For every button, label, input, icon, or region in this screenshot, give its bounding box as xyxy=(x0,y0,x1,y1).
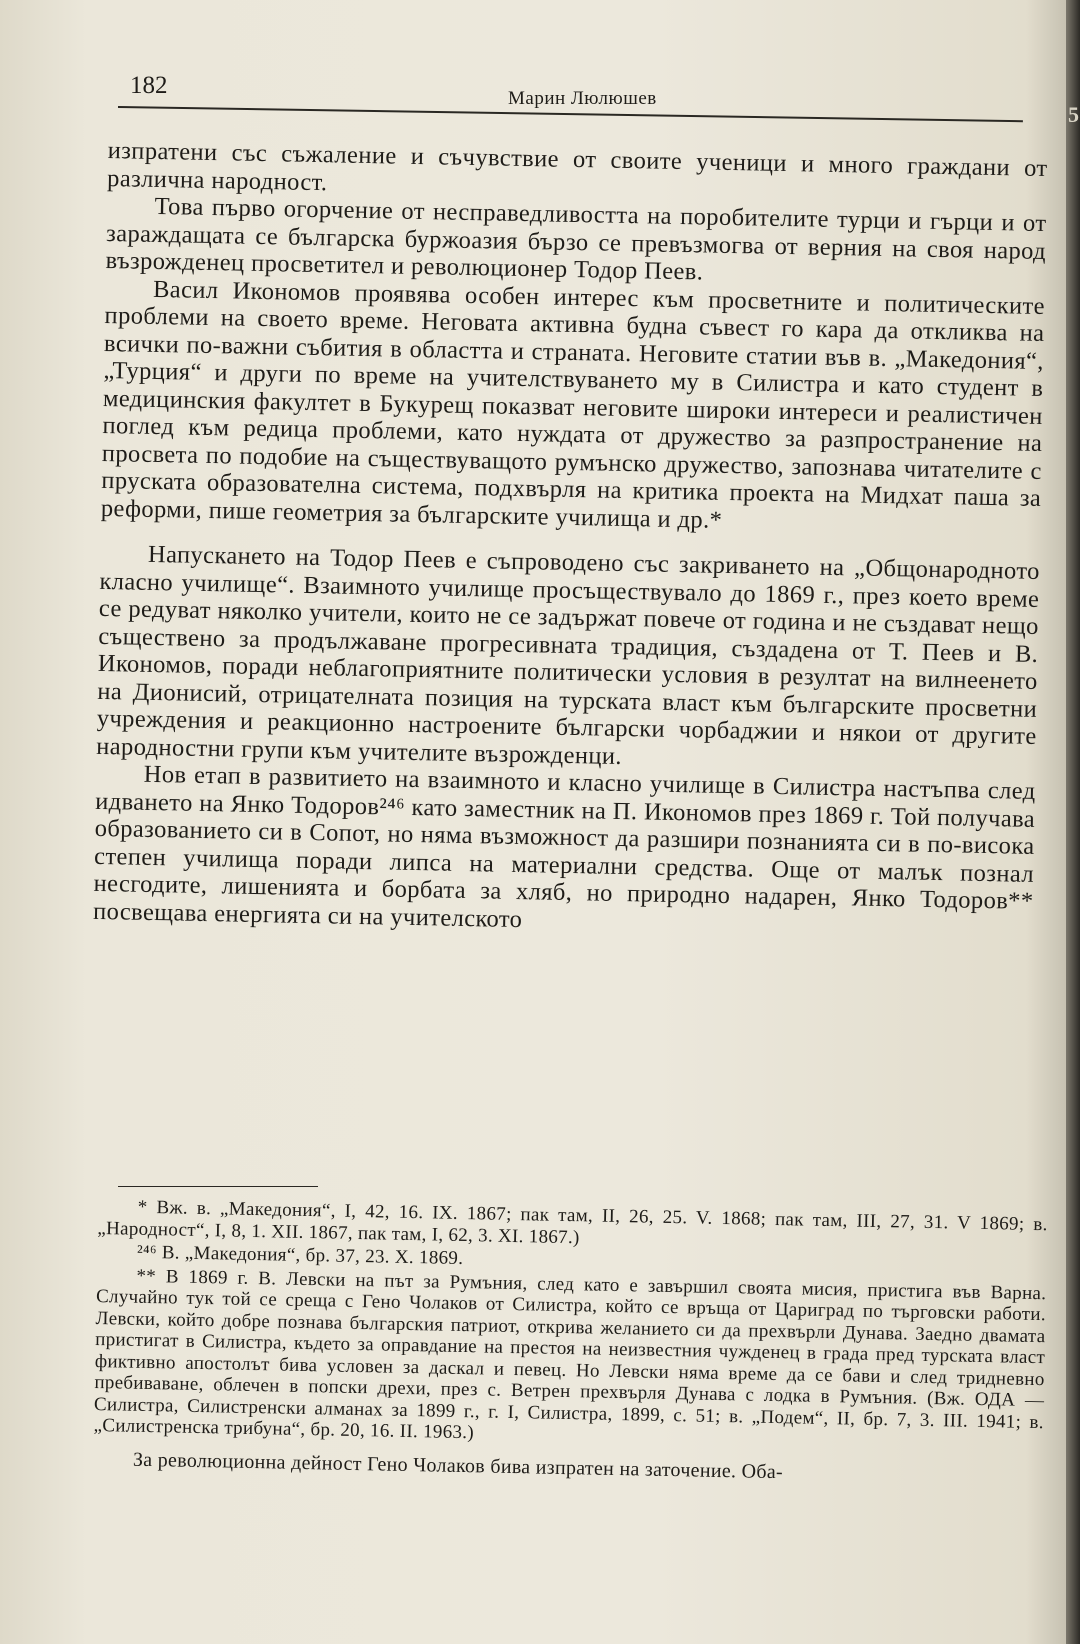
page-number: 182 xyxy=(130,72,168,99)
edge-mark: 5 xyxy=(1068,102,1079,127)
footnote-continuation: За революционна дейност Гено Чолаков бива изпратен на заточение. Оба- xyxy=(132,1448,784,1483)
main-text xyxy=(93,137,1048,943)
footnotes xyxy=(93,1196,1048,1488)
footnote: ²⁴⁶ В. „Македония“, бр. 37, 23. X. 1869. xyxy=(136,1241,464,1270)
paragraph: Васил Икономов проявява особен интерес към просветните и политическите проблеми на своето време. Неговата активна будна съвест го кара да откликва на всички по-важни събития в областта и страната. Неговите статии във в. „Македония“, „Турция“ и други по време на учителствуването му в Силистра и като студент в медицинския факултет в Букурещ показват неговите широки интереси и реалистичен поглед към редица проблеми, като нуждата от дружество за разпространение на просвета по подобие на съществуващото румънско дружество, запознава читателите с пруската образователна система, подхвърля на критика проекта на Мидхат паша за реформи, пише геометрия за българските училища и др.* xyxy=(100,275,1046,534)
paragraph: Това първо огорчение от несправедливостта на поробителите турци и гърци и от зараждащата се българска буржоазия бързо се превъзмогва от верния на своя народ възрожденец просветител и революционер Тодор Пеев. xyxy=(105,192,1047,286)
paragraph: Нов етап в развитието на взаимното и класно училище в Силистра настъпва след идването на Янко Тодоров²⁴⁶ като заместник на П. Икономов през 1869 г. Той получава образованието си в Сопот, но няма възможност да разшири познанията си в по-висока степен училища поради липса на материални средства. Още от малък познал несгодите, лишенията и борбата за хляб, но природно надарен, Янко Тодоров** посвещава енергията си на учителското xyxy=(92,760,1036,933)
page-edge-shadow xyxy=(1066,0,1080,1644)
footnote: ** В 1869 г. В. Левски на път за Румъния, след като е завършил своята мисия, пристига във Варна. Случайно тук той се среща с Гено Чолаков от Силистра, който се връща от Цариград по търговски работи. Левски, който добре познава българския патриот, открива желанието си да прехвърли Дунава. Заедно двамата пристигат в Силистра, където за оправдание на престоя на неизвестния чужденец в града пред турската власт фиктивно апостолът бива условен за даскал и певец. Но Левски няма време да се бави и след тридневно пребиваване, облечен в попски дрехи, през с. Ветрен прехвърля Дунава с лодка в Румъния. (Вж. ОДА — Силистра, Силистренски алманах за 1899 г., г. I, Силистра, 1899, с. 51; в. „Подем“, II, бр. 7, 3. III. 1941; в. „Силистренска трибуна“, бр. 20, 16. II. 1963.) xyxy=(93,1265,1047,1444)
footnote-rule xyxy=(118,1186,318,1187)
paragraph: Напускането на Тодор Пеев е съпроводено със закриването на „Общонародното класно училище“. Взаимното училище просъществувало до 1869 г., през което време се редуват няколко учители, които не се задържат повече от година и не създават нещо съществено за продължаване прогресивната традиция, създадена от Т. Пеев и В. Икономов, поради неблагоприятните политически условия в резултат на вилнеенето на Дионисий, отрицателната позиция на турската власт към българските просветни учреждения и реакционно настроените български чорбаджии и някои от другите народностни групи към учителите възрожденци. xyxy=(96,540,1041,770)
running-head: Марин Люлюшев xyxy=(508,88,657,109)
page-header xyxy=(118,70,1043,110)
paragraph: изпратени със съжаление и съчувствие от своите ученици и много граждани от различна народност. xyxy=(106,137,1048,196)
footnote: * Вж. в. „Македония“, I, 42, 16. IX. 1867; пак там, II, 26, 25. V. 1868; пак там, III, 27, 31. V 1869; в. „Народност“, I, 8, 1. XII. 1867, пак там, I, 62, 3. XI. 1867.) xyxy=(97,1196,1048,1248)
